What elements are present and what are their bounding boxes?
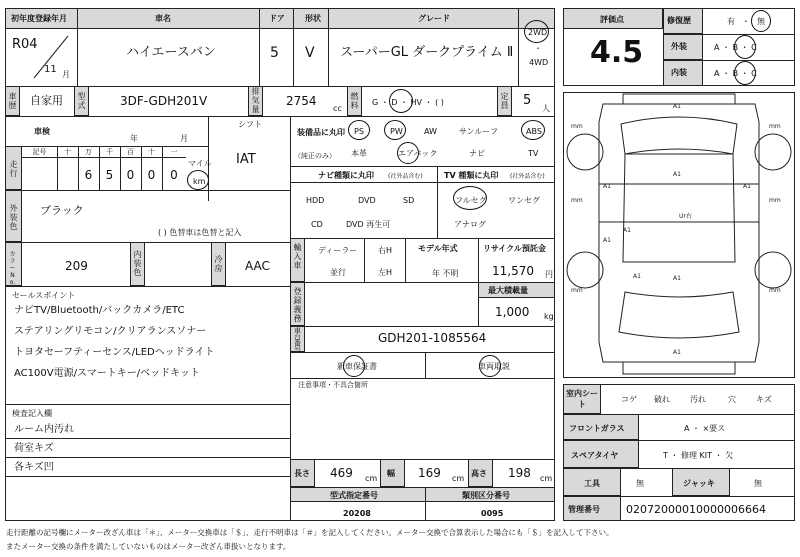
divider — [5, 242, 290, 243]
digit-header: 一 — [170, 148, 178, 156]
mileage-digit: 5 — [105, 168, 114, 182]
sales-points-label: セールスポイント — [12, 291, 76, 300]
length-cm: cm — [365, 474, 378, 483]
drive-4wd: 4WD — [529, 58, 549, 67]
shift: IAT — [236, 152, 256, 167]
digit-header: 万 — [85, 148, 92, 156]
airbag-circle — [397, 142, 419, 164]
displacement: 2754 — [286, 94, 317, 108]
navi-header: ナビ種類に丸印 — [318, 171, 374, 180]
equipment-item: PS — [354, 127, 364, 136]
manual: 車両取説 — [478, 362, 510, 371]
divider — [518, 8, 519, 86]
fuel-d-circle — [389, 89, 413, 113]
import-left: 左H — [378, 268, 393, 277]
import-dealer: ディーラー — [318, 246, 358, 255]
svg-text:mm: mm — [769, 197, 781, 204]
seat-condition-item: コゲ — [621, 395, 637, 404]
recycle-yen: 円 — [545, 270, 553, 279]
mile-label: マイル — [188, 159, 212, 168]
equipment-item: 本革 — [351, 149, 367, 158]
interior-color-label: 内装色 — [133, 250, 142, 277]
drive-2wd: 2WD — [528, 28, 548, 37]
sales-point-item: AC100V電源/スマートキー/ベッドキット — [14, 368, 200, 379]
interior-grades: A ・ B ・ C — [714, 69, 757, 78]
navi-dvd: DVD — [358, 196, 376, 205]
divider — [290, 182, 555, 183]
model-year-label: モデル年式 — [418, 244, 458, 253]
mgmt-label: 管理番号 — [568, 505, 600, 514]
color-change-note: ( ) 色替車は色替と記入 — [158, 228, 242, 237]
divider — [5, 404, 290, 405]
capacity-unit: 人 — [542, 104, 550, 113]
divider — [478, 238, 479, 282]
inspector-item: ルーム内汚れ — [14, 424, 74, 435]
import-label: 輸入車 — [293, 243, 302, 270]
rear-window — [619, 292, 739, 338]
damage-mark: A1 — [673, 103, 681, 110]
damage-mark: Ur右 — [679, 213, 692, 220]
import-right: 右H — [378, 246, 393, 255]
repair-no-circle — [751, 10, 771, 32]
footer-line-1: 走行距離の記号欄にメーター改ざん車は「＊」、メーター交換車は「＄」、走行不明車は「＃」を記入してください。メーター交換で合算表示した場合にも「＄」を記入して下さい。 — [6, 528, 614, 537]
divider — [290, 326, 555, 327]
mileage-digit: 0 — [147, 168, 156, 182]
width: 169 — [418, 466, 441, 480]
grade-label: グレード — [418, 14, 450, 23]
rating-label: 評価点 — [600, 15, 624, 24]
car-name-label: 車名 — [155, 14, 171, 23]
shape: V — [305, 45, 315, 61]
max-load: 1,000 — [495, 305, 530, 319]
damage-mark: A1 — [603, 237, 611, 244]
first-reg-label: 初年度登録年月 — [11, 14, 67, 23]
navi-cd: CD — [311, 220, 323, 229]
equipment-item: エアバック — [398, 149, 438, 158]
seat-condition-item: 破れ — [654, 395, 670, 404]
class-no: 0095 — [481, 509, 504, 518]
digit-header: 十 — [148, 148, 155, 156]
height-cm: cm — [540, 474, 553, 483]
usage-label: 車歴 — [8, 92, 17, 110]
model-label: 型式 — [77, 92, 86, 110]
footer-line-2: またメーター交換の条件を満たしていないものはメーター改ざん車扱いとなります。 — [6, 542, 291, 551]
warranty: 新車保証書 — [337, 362, 377, 371]
navi-sub: (社外品含む) — [388, 173, 423, 180]
equipment-item: TV — [528, 149, 539, 158]
rating-score: 4.5 — [590, 35, 644, 70]
capacity: 5 — [523, 93, 532, 108]
tv-fullseg: フルセグ — [455, 196, 487, 205]
abs-circle — [521, 120, 545, 140]
width-label: 幅 — [387, 469, 395, 478]
usage: 自家用 — [30, 94, 63, 107]
tire-rear-left — [567, 252, 603, 288]
km-label: km — [193, 177, 206, 186]
exterior-color: ブラック — [40, 204, 84, 217]
divider — [5, 286, 290, 287]
equipment-item: AW — [424, 127, 437, 136]
drive-2wd-circle — [524, 20, 549, 43]
svg-text:mm: mm — [571, 197, 583, 204]
jack-label: ジャッキ — [683, 479, 715, 488]
equipment-label: 装備品に丸印 — [297, 128, 345, 137]
sales-point-item: ステアリングリモコン/クリアランスソナー — [14, 326, 207, 337]
exterior-label: 外装 — [671, 42, 687, 51]
aircon-label: 冷房 — [214, 255, 223, 273]
repair-dot: ・ — [742, 17, 750, 26]
divider — [290, 378, 555, 379]
inspector-item: 各キズ凹 — [14, 462, 54, 473]
warranty-circle — [343, 355, 365, 377]
tv-header: TV 種類に丸印 — [444, 171, 499, 180]
cc-unit: cc — [333, 104, 342, 113]
damage-mark: A1 — [673, 349, 681, 356]
width-cm: cm — [452, 474, 465, 483]
recycle-label: リサイクル預託金 — [483, 244, 546, 253]
first-reg-year: R04 — [12, 37, 38, 52]
divider — [5, 476, 290, 477]
registration-label: 登録義務 — [293, 287, 302, 323]
repair-label: 修復歴 — [667, 16, 691, 25]
model: 3DF-GDH201V — [120, 94, 208, 108]
divider — [5, 116, 555, 117]
equipment-sub-label: （純正のみ） — [294, 152, 336, 160]
divider — [364, 238, 365, 282]
length-label: 長さ — [294, 469, 310, 478]
interior-label: 内装 — [671, 68, 687, 77]
divider — [5, 146, 208, 147]
divider — [290, 166, 555, 167]
pw-circle — [384, 120, 406, 140]
sales-point-item: ナビTV/Bluetooth/バックカメラ/ETC — [14, 305, 185, 316]
svg-text:mm: mm — [769, 123, 781, 130]
exterior-color-label: 外装色 — [9, 204, 18, 231]
mileage-digit: 0 — [126, 168, 135, 182]
mileage-digit: 0 — [170, 168, 178, 182]
seat-condition-item: 汚れ — [690, 395, 706, 404]
fullseg-circle — [453, 186, 487, 210]
rear-bumper — [623, 362, 735, 374]
exterior-grades: A ・ B ・ C — [714, 43, 757, 52]
car-diagram — [563, 92, 795, 378]
divider — [5, 190, 290, 191]
divider — [290, 459, 555, 460]
chassis: GDH201-1085564 — [378, 331, 487, 345]
tv-oneseg: ワンセグ — [508, 196, 540, 205]
mileage-label: 走行 — [9, 160, 18, 178]
interior-b-circle — [734, 61, 756, 85]
grade: スーパーGL ダークプライム Ⅱ — [340, 45, 514, 60]
shift-label: シフト — [238, 120, 262, 129]
jack-value: 無 — [754, 479, 762, 488]
equipment-item: PW — [390, 127, 403, 136]
capacity-label: 定員 — [500, 92, 509, 110]
damage-mark: A1 — [673, 275, 681, 282]
seat-condition-item: キズ — [756, 395, 772, 404]
inspector-item: 荷室キズ — [14, 443, 54, 454]
tire-front-right — [755, 134, 791, 170]
damage-mark: A1 — [603, 183, 611, 190]
height: 198 — [508, 466, 531, 480]
tire-rear-right — [755, 252, 791, 288]
month-unit: 月 — [62, 70, 70, 79]
digit-header: 記号 — [32, 148, 47, 156]
repair-no: 無 — [757, 17, 765, 26]
shaken-month-unit: 月 — [180, 134, 188, 143]
navi-dvd-play: DVD 再生可 — [346, 220, 391, 229]
model-year: 年 不明 — [432, 269, 459, 278]
digit-header: 千 — [106, 148, 113, 156]
divider — [5, 438, 290, 439]
navi-sd: SD — [403, 196, 415, 205]
exterior-b-circle — [734, 35, 756, 59]
divider — [5, 457, 290, 458]
km-circle — [187, 170, 209, 190]
shaken-year-unit: 年 — [130, 134, 138, 143]
displacement-label: 排気量 — [251, 87, 260, 114]
svg-text:mm: mm — [571, 123, 583, 130]
digit-header: 百 — [127, 148, 134, 156]
seat-condition-item: 穴 — [728, 395, 736, 404]
drive-dot: ・ — [534, 44, 542, 53]
door-label: ドア — [269, 14, 285, 23]
windshield — [621, 117, 737, 154]
equipment-item: ABS — [526, 127, 542, 136]
divider — [77, 8, 78, 86]
max-load-kg: kg — [544, 312, 554, 321]
mgmt-value: 02072000010000006664 — [626, 503, 766, 516]
chassis-label: 車台番号 — [294, 327, 301, 353]
aircon: AAC — [245, 259, 270, 273]
damage-mark: A1 — [633, 273, 641, 280]
color-no: 209 — [65, 259, 88, 273]
divider — [437, 166, 438, 238]
tools-label: 工具 — [584, 479, 600, 488]
spare-value: T ・ 修理 KIT ・ 欠 — [663, 451, 734, 460]
first-reg-month: 11 — [44, 64, 57, 75]
height-label: 高さ — [471, 469, 487, 478]
mileage-digit: 6 — [84, 168, 93, 182]
equipment-item: サンルーフ — [459, 127, 498, 136]
tv-sub: (社外品含む) — [510, 173, 545, 180]
divider — [293, 8, 294, 86]
class-no-label: 類別区分番号 — [462, 491, 510, 500]
divider — [57, 146, 58, 190]
divider — [290, 238, 555, 239]
seat-label: 室内シート — [566, 389, 598, 409]
divider — [328, 8, 329, 86]
glass-value: A ・ ×要ス — [684, 424, 726, 433]
fuel-options: G ・ D ・ HV ・ ( ) — [372, 98, 444, 107]
tire-front-left — [567, 134, 603, 170]
damage-mark: A1 — [743, 183, 751, 190]
sales-point-item: トヨタセーフティーセンス/LEDヘッドライト — [14, 347, 215, 358]
repair-yes: 有 — [727, 17, 735, 26]
damage-mark: A1 — [673, 171, 681, 178]
fuel-label: 燃料 — [350, 92, 359, 110]
notes-label: 注意事項・不具合箇所 — [298, 381, 368, 389]
import-parallel: 並行 — [330, 268, 346, 277]
color-no-label: カラーNo. — [9, 251, 16, 286]
type-no-label: 型式指定番号 — [330, 491, 378, 500]
divider — [425, 352, 426, 378]
svg-text:mm: mm — [571, 287, 583, 294]
glass-label: フロントガラス — [569, 424, 625, 433]
tv-analog: アナログ — [454, 220, 486, 229]
shaken-label: 車検 — [34, 127, 50, 136]
tools-value: 無 — [636, 479, 644, 488]
divider — [259, 8, 260, 86]
inspector-label: 検査記入欄 — [12, 409, 52, 418]
divider — [290, 352, 555, 353]
navi-hdd: HDD — [306, 196, 325, 205]
svg-text:mm: mm — [769, 287, 781, 294]
type-no: 20208 — [343, 509, 371, 518]
car-name: ハイエースバン — [126, 45, 216, 60]
doors: 5 — [270, 45, 279, 61]
divider — [425, 487, 426, 521]
shape-label: 形状 — [305, 14, 321, 23]
spare-label: スペアタイヤ — [571, 451, 619, 460]
equipment-item: ナビ — [469, 149, 485, 158]
max-load-label: 最大積載量 — [488, 286, 528, 295]
divider — [405, 238, 406, 282]
length: 469 — [330, 466, 353, 480]
manual-circle — [479, 355, 501, 377]
recycle: 11,570 — [492, 264, 534, 278]
ps-circle — [348, 120, 370, 140]
damage-mark: A1 — [623, 227, 631, 234]
digit-header: 十 — [64, 148, 71, 156]
